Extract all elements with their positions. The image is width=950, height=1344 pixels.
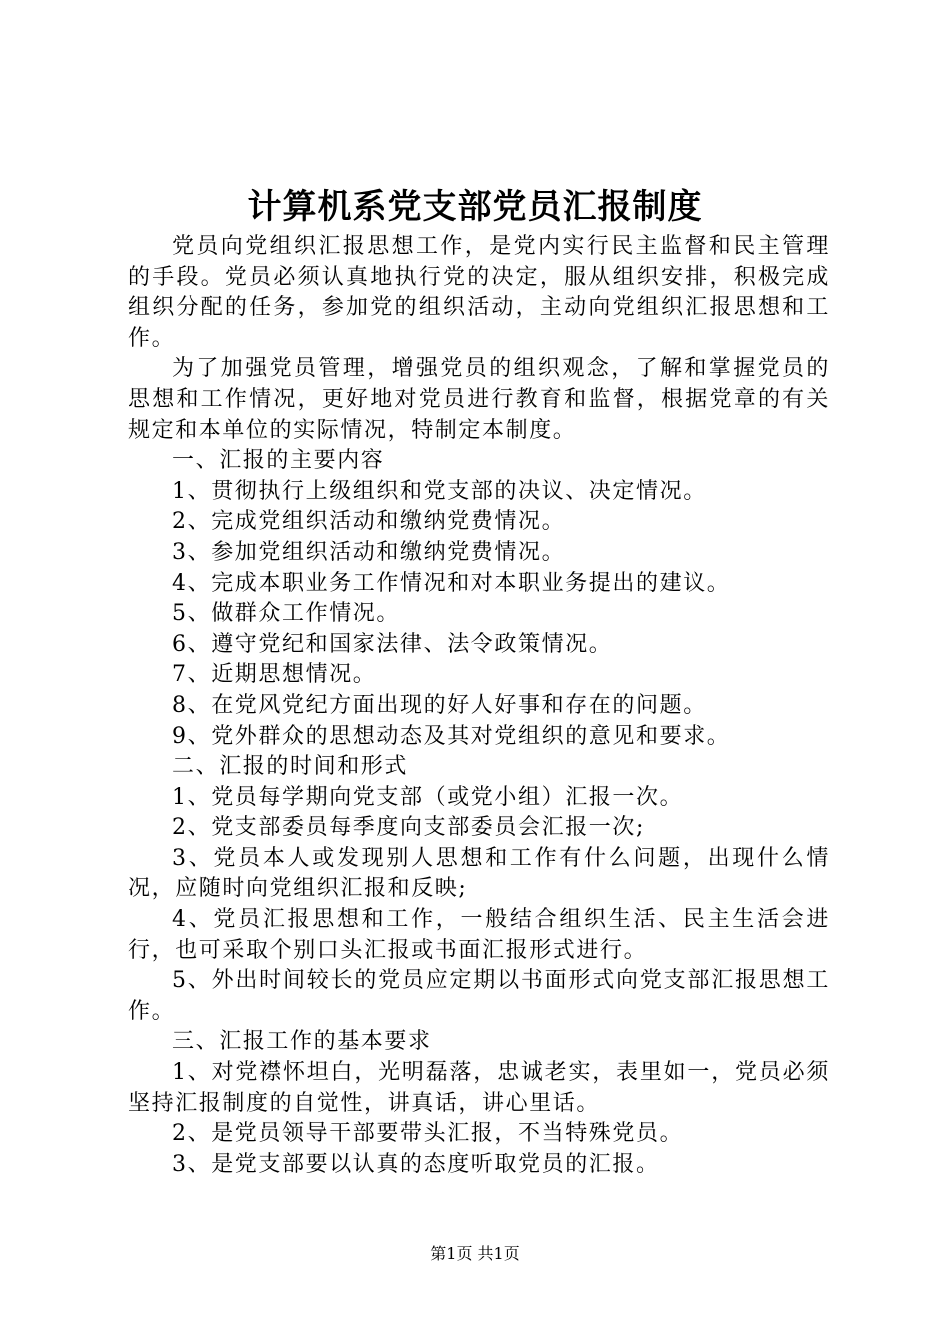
list-item: 3、党员本人或发现别人思想和工作有什么问题，出现什么情况，应随时向党组织汇报和反映; — [128, 845, 830, 902]
page-footer: 第1页 共1页 — [430, 1244, 520, 1263]
list-item: 1、贯彻执行上级组织和党支部的决议、决定情况。 — [172, 478, 707, 504]
list-item: 9、党外群众的思想动态及其对党组织的意见和要求。 — [172, 723, 731, 749]
list-item: 4、完成本职业务工作情况和对本职业务提出的建议。 — [172, 570, 731, 596]
list-item: 5、外出时间较长的党员应定期以书面形式向党支部汇报思想工作。 — [128, 968, 830, 1024]
section-heading-2: 二、汇报的时间和形式 — [172, 754, 409, 780]
list-item: 6、遵守党纪和国家法律、法令政策情况。 — [172, 631, 613, 657]
document-body — [128, 232, 830, 1180]
section-heading-3: 三、汇报工作的基本要求 — [172, 1029, 432, 1055]
paragraph-intro: 党员向党组织汇报思想工作，是党内实行民主监督和民主管理的手段。党员必须认真地执行党的决定，服从组织安排，积极完成组织分配的任务，参加党的组织活动，主动向党组织汇报思想和工作。 — [128, 234, 830, 351]
paragraph-purpose: 为了加强党员管理，增强党员的组织观念，了解和掌握党员的思想和工作情况，更好地对党员进行教育和监督，根据党章的有关规定和本单位的实际情况，特制定本制度。 — [128, 356, 830, 443]
list-item: 2、党支部委员每季度向支部委员会汇报一次; — [172, 815, 646, 841]
list-item: 1、党员每学期向党支部（或党小组）汇报一次。 — [172, 784, 684, 810]
list-item: 8、在党风党纪方面出现的好人好事和存在的问题。 — [172, 692, 707, 718]
list-item: 4、党员汇报思想和工作，一般结合组织生活、民主生活会进行，也可采取个别口头汇报或书面汇报形式进行。 — [128, 907, 830, 963]
section-heading-1: 一、汇报的主要内容 — [172, 448, 385, 474]
list-item: 1、对党襟怀坦白，光明磊落，忠诚老实，表里如一，党员必须坚持汇报制度的自觉性，讲真话，讲心里话。 — [128, 1060, 830, 1116]
list-item: 3、是党支部要以认真的态度听取党员的汇报。 — [172, 1151, 660, 1177]
list-item: 2、是党员领导干部要带头汇报，不当特殊党员。 — [172, 1121, 684, 1147]
list-item: 5、做群众工作情况。 — [172, 601, 400, 627]
document-title: 计算机系党支部党员汇报制度 — [247, 187, 703, 227]
list-item: 2、完成党组织活动和缴纳党费情况。 — [172, 509, 566, 535]
list-item: 3、参加党组织活动和缴纳党费情况。 — [172, 539, 566, 565]
list-item: 7、近期思想情况。 — [172, 662, 377, 688]
